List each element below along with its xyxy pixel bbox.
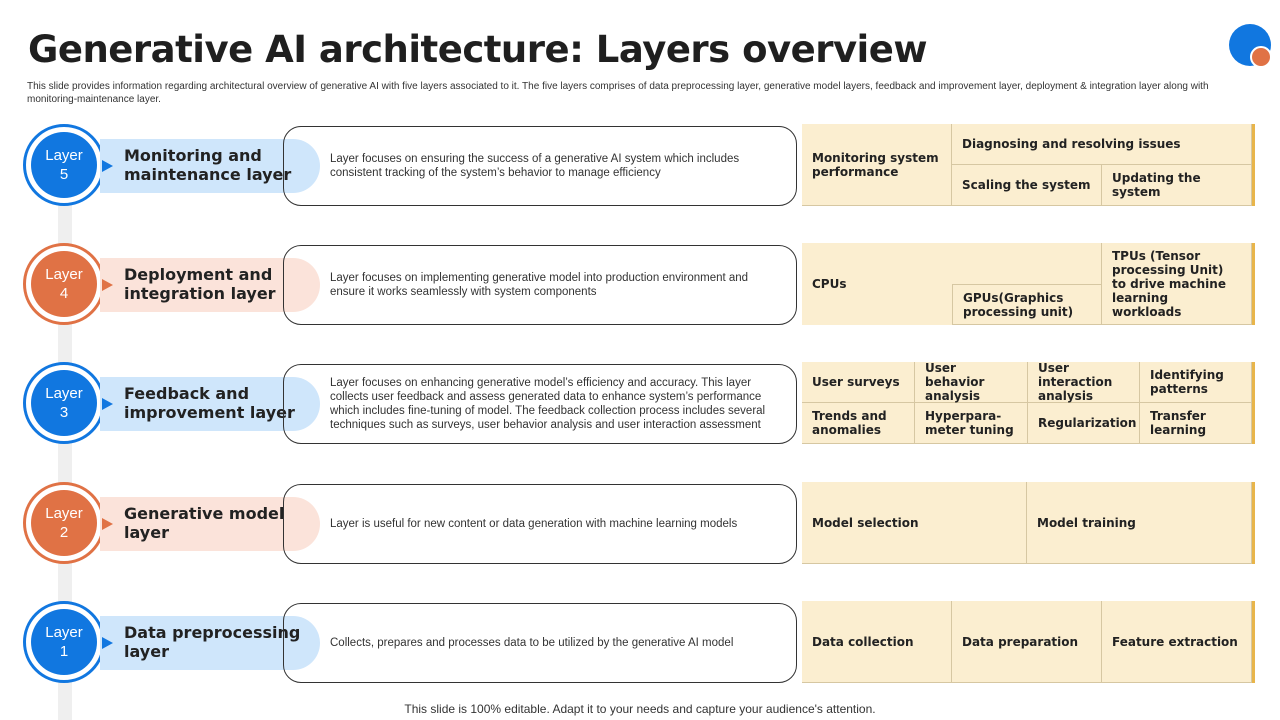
- footer-note: This slide is 100% editable. Adapt it to your needs and capture your audience's attention.: [404, 702, 876, 716]
- layer-badge-word: Layer: [45, 505, 83, 522]
- component-cell: TPUs (Tensor processing Unit) to drive machine learning workloads: [1102, 243, 1252, 325]
- layer-description-box: [283, 245, 797, 325]
- component-cell: GPUs(Graphics processing unit): [952, 284, 1102, 325]
- layer-name: Data preprocessing layer: [124, 623, 301, 661]
- component-cell: Model training: [1027, 482, 1252, 564]
- component-cell: User interaction analysis: [1028, 362, 1140, 403]
- layer-components: [802, 124, 1255, 206]
- component-cell: Feature extraction: [1102, 601, 1252, 683]
- layer-components: [802, 482, 1255, 564]
- layer-description-box: [283, 603, 797, 683]
- layer-badge-number: 2: [59, 524, 69, 541]
- layer-badge-word: Layer: [45, 624, 83, 641]
- layer-badge-number: 1: [59, 643, 69, 660]
- layer-2-row: [0, 482, 1280, 566]
- layer-description: Collects, prepares and processes data to be utilized by the generative AI model: [330, 637, 734, 649]
- page-title: Generative AI architecture: Layers overview: [28, 28, 928, 71]
- component-cell: Scaling the system: [952, 165, 1102, 206]
- component-cell: Diagnosing and resolving issues: [952, 124, 1252, 165]
- pointer-icon: [102, 637, 113, 649]
- layer-badge: [23, 601, 105, 683]
- component-cell: Monitoring system performance: [802, 124, 952, 206]
- layer-badge-number: 3: [59, 404, 69, 421]
- component-cell: User surveys: [802, 362, 915, 403]
- layer-description-box: [283, 364, 797, 444]
- component-cell: Identifying patterns: [1140, 362, 1252, 403]
- layer-badge-number: 4: [59, 285, 69, 302]
- layer-name: Monitoring and maintenance layer: [124, 146, 292, 184]
- layer-badge-word: Layer: [45, 266, 83, 283]
- layer-components: [802, 243, 1255, 325]
- layer-description: Layer is useful for new content or data generation with machine learning models: [330, 518, 738, 530]
- layer-4-row: [0, 243, 1280, 327]
- layer-components: [802, 362, 1255, 444]
- component-cell: Model selection: [802, 482, 1027, 564]
- layer-5-row: [0, 124, 1280, 208]
- component-cell: CPUs: [802, 243, 1102, 325]
- layer-badge: [23, 482, 105, 564]
- layer-name: Feedback and improvement layer: [124, 384, 295, 422]
- pointer-icon: [102, 518, 113, 530]
- layer-description: Layer focuses on ensuring the success of a generative AI system which includes consistent tracking of the system’s behavior to manage efficiency: [330, 153, 740, 179]
- layer-3-row: [0, 362, 1280, 446]
- layer-badge-word: Layer: [45, 385, 83, 402]
- component-cell: Trends and anomalies: [802, 403, 915, 444]
- layer-badge-word: Layer: [45, 147, 83, 164]
- layer-components: [802, 601, 1255, 683]
- layer-badge-number: 5: [59, 166, 69, 183]
- component-cell: Transfer learning: [1140, 403, 1252, 444]
- layer-badge: [23, 243, 105, 325]
- pointer-icon: [102, 279, 113, 291]
- component-cell: Data collection: [802, 601, 952, 683]
- layer-description-box: [283, 484, 797, 564]
- layer-name: Generative model layer: [124, 504, 285, 542]
- layer-badge: [23, 362, 105, 444]
- component-cell: Hyperpara-meter tuning: [915, 403, 1028, 444]
- layer-1-row: [0, 601, 1280, 685]
- layer-badge: [23, 124, 105, 206]
- layer-name: Deployment and integration layer: [124, 265, 276, 303]
- pointer-icon: [102, 398, 113, 410]
- pointer-icon: [102, 160, 113, 172]
- component-cell: Regularization: [1028, 403, 1140, 444]
- component-cell: User behavior analysis: [915, 362, 1028, 403]
- decorative-circles: [1229, 24, 1273, 68]
- layer-description: Layer focuses on enhancing generative model’s efficiency and accuracy. This layer collects user feedback and assess generated data to enhance system’s performance which includes fine-tuning of model. The feedback collection process includes several techniques such as surveys, user behavior analysis and user interaction assessment: [330, 377, 766, 431]
- component-cell: Updating the system: [1102, 165, 1252, 206]
- layer-description-box: [283, 126, 797, 206]
- component-cell: Data preparation: [952, 601, 1102, 683]
- page-subtitle: This slide provides information regarding architectural overview of generative AI with five layers associated to it. The five layers comprises of data preprocessing layer, generative model layers, feedback and improvement layer, deployment & integration layer along with monitoring-maintenance layer.: [27, 81, 1209, 105]
- layer-description: Layer focuses on implementing generative model into production environment and ensure it works seamlessly with system components: [330, 272, 749, 298]
